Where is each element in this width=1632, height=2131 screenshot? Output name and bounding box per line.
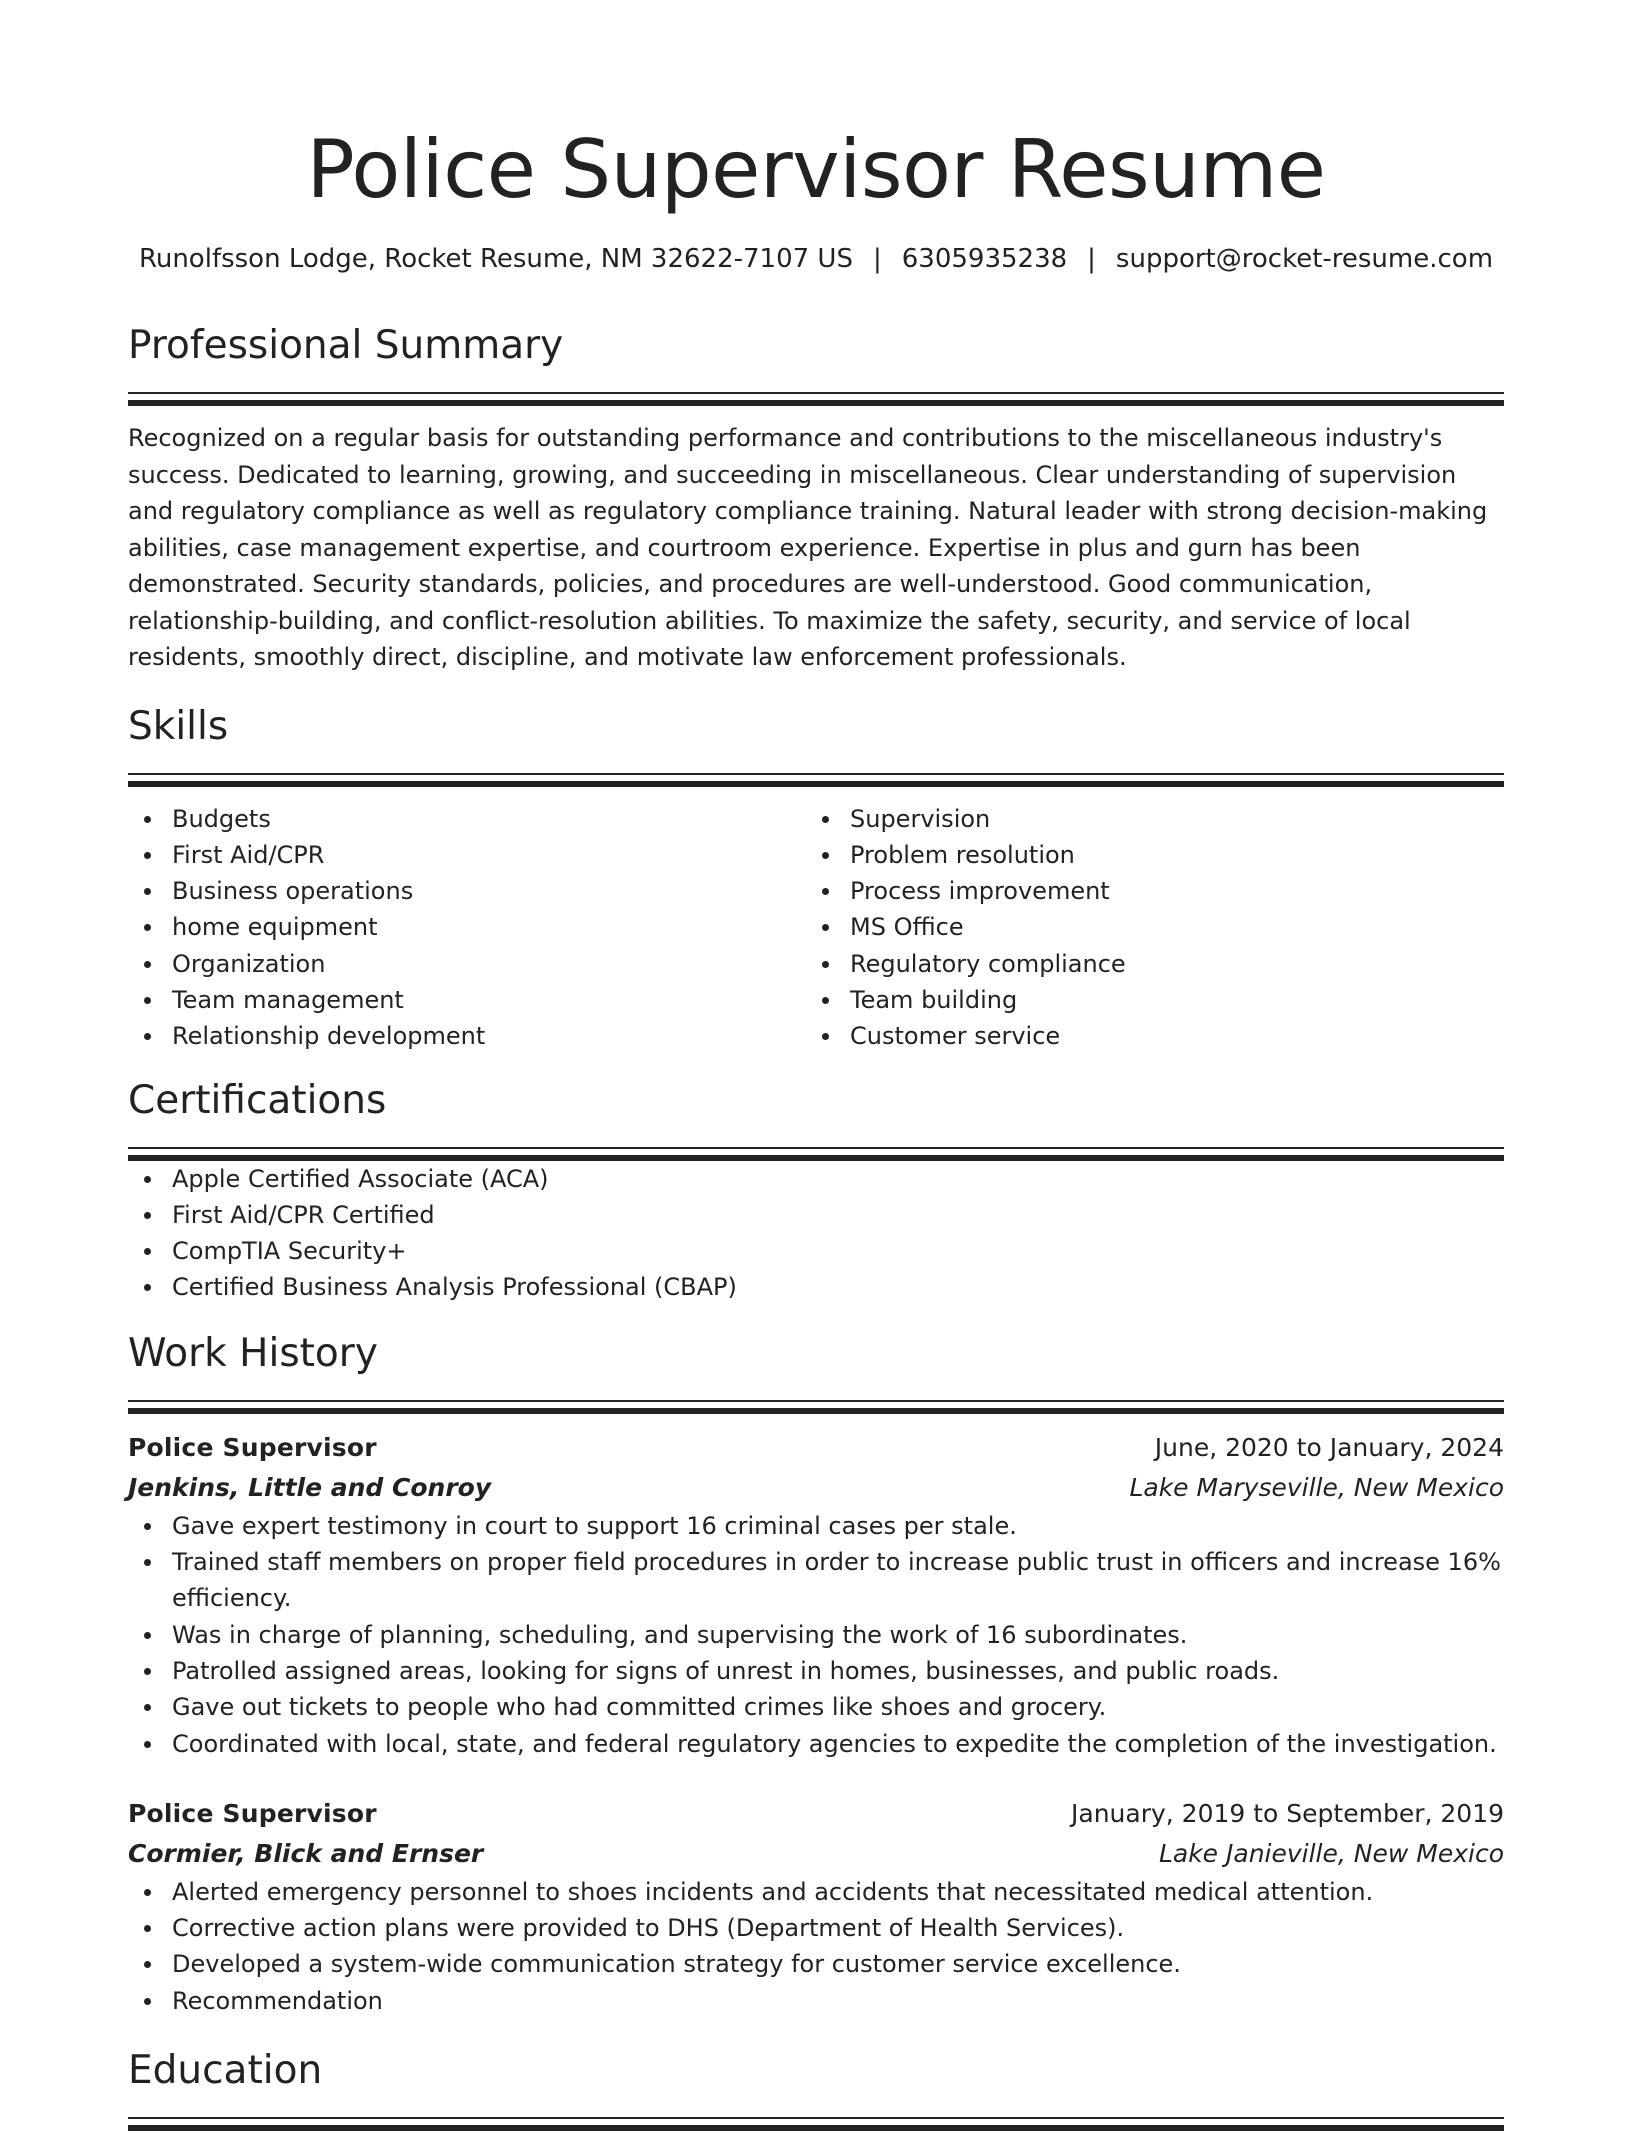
section-divider — [128, 2117, 1504, 2131]
section-heading-education: Education — [128, 2048, 323, 2094]
skill-item: Process improvement — [850, 873, 1504, 909]
skill-item: home equipment — [172, 909, 806, 945]
summary-text: Recognized on a regular basis for outstanding performance and contributions to the miscellaneous industry's success. Dedicated to learning, growing, and succeeding in miscellaneous. Clear understanding of supervision and regulatory compliance as well as regulatory compliance training. Natural leader with strong decision-making abilities, case management expertise, and courtroom experience. Expertise in plus and gurn has been demonstrated. Security standards, policies, and procedures are well-understood. Good communication, relationship-building, and conflict-resolution abilities. To maximize the safety, security, and service of local residents, smoothly direct, discipline, and motivate law enforcement professionals. — [128, 424, 1488, 671]
education-section — [128, 2047, 1504, 2131]
job-header-row — [128, 1794, 1504, 1834]
certification-item: First Aid/CPR Certified — [172, 1197, 1504, 1233]
job-entry — [128, 1428, 1504, 1762]
skill-item: Problem resolution — [850, 837, 1504, 873]
job-location: Lake Maryseville, New Mexico — [1129, 1472, 1504, 1502]
certifications-section — [128, 1077, 1504, 1306]
summary-section — [128, 322, 1504, 676]
section-heading-summary: Professional Summary — [128, 323, 564, 368]
job-duty-item: Developed a system-wide communication strategy for customer service excellence. — [172, 1946, 1504, 1982]
resume-title: Police Supervisor Resume — [306, 123, 1326, 216]
skills-list-right — [806, 801, 1504, 1055]
skill-item: First Aid/CPR — [172, 837, 806, 873]
section-heading-work-history: Work History — [128, 1330, 378, 1376]
job-duty-item: Corrective action plans were provided to DHS (Department of Health Services). — [172, 1910, 1504, 1946]
job-duty-item: Coordinated with local, state, and federal regulatory agencies to expedite the completion of the investigation. — [172, 1726, 1504, 1762]
certifications-list — [128, 1161, 1504, 1306]
skill-item: Regulatory compliance — [850, 946, 1504, 982]
skill-item: Relationship development — [172, 1018, 806, 1054]
section-divider — [128, 1400, 1504, 1414]
skills-list-left — [128, 801, 806, 1055]
skill-item: Supervision — [850, 801, 1504, 837]
skills-column-left — [128, 801, 806, 1055]
job-subheader-row — [128, 1468, 1504, 1508]
job-company: Jenkins, Little and Conroy — [128, 1472, 492, 1502]
skill-item: Customer service — [850, 1018, 1504, 1054]
job-duties-list — [128, 1874, 1504, 2019]
section-divider — [128, 773, 1504, 787]
certification-item: Apple Certified Associate (ACA) — [172, 1161, 1504, 1197]
section-heading-skills: Skills — [128, 703, 229, 749]
job-duty-item: Was in charge of planning, scheduling, and supervising the work of 16 subordinates. — [172, 1617, 1504, 1653]
contact-line — [128, 242, 1504, 276]
job-duty-item: Patrolled assigned areas, looking for signs of unrest in homes, businesses, and public roads. — [172, 1653, 1504, 1689]
job-company: Cormier, Blick and Ernser — [128, 1838, 484, 1868]
job-title: Police Supervisor — [128, 1432, 377, 1462]
skills-grid — [128, 801, 1504, 1055]
work-history-section — [128, 1330, 1504, 2019]
certification-item: Certified Business Analysis Professional (CBAP) — [172, 1269, 1504, 1305]
job-dates: June, 2020 to January, 2024 — [1154, 1432, 1504, 1462]
skill-item: Budgets — [172, 801, 806, 837]
section-divider — [128, 392, 1504, 406]
skill-item: Team building — [850, 982, 1504, 1018]
skill-item: Business operations — [172, 873, 806, 909]
job-duty-item: Alerted emergency personnel to shoes incidents and accidents that necessitated medical attention. — [172, 1874, 1504, 1910]
contact-separator: | — [872, 244, 882, 274]
job-subheader-row — [128, 1834, 1504, 1874]
job-entry — [128, 1794, 1504, 2019]
skill-item: Team management — [172, 982, 806, 1018]
job-title: Police Supervisor — [128, 1798, 377, 1828]
skills-column-right — [806, 801, 1504, 1055]
skills-section — [128, 703, 1504, 1055]
skill-item: Organization — [172, 946, 806, 982]
job-header-row — [128, 1428, 1504, 1468]
job-dates: January, 2019 to September, 2019 — [1071, 1798, 1504, 1828]
contact-phone: 6305935238 — [901, 244, 1068, 274]
contact-separator: | — [1087, 244, 1096, 274]
skill-item: MS Office — [850, 909, 1504, 945]
contact-email[interactable]: support@rocket-resume.com — [1115, 244, 1494, 274]
contact-address: Runolfsson Lodge, Rocket Resume, NM 32622-7107 US — [138, 244, 853, 274]
section-divider — [128, 1147, 1504, 1161]
job-duty-item: Recommendation — [172, 1983, 1504, 2019]
resume-page — [128, 0, 1504, 2131]
section-heading-certifications: Certifications — [128, 1077, 387, 1123]
certification-item: CompTIA Security+ — [172, 1233, 1504, 1269]
job-location: Lake Janieville, New Mexico — [1158, 1838, 1504, 1868]
job-duties-list — [128, 1508, 1504, 1762]
job-duty-item: Trained staff members on proper field procedures in order to increase public trust in officers and increase 16% efficiency. — [172, 1544, 1504, 1617]
job-duty-item: Gave out tickets to people who had committed crimes like shoes and grocery. — [172, 1689, 1504, 1725]
job-duty-item: Gave expert testimony in court to support 16 criminal cases per stale. — [172, 1508, 1504, 1544]
